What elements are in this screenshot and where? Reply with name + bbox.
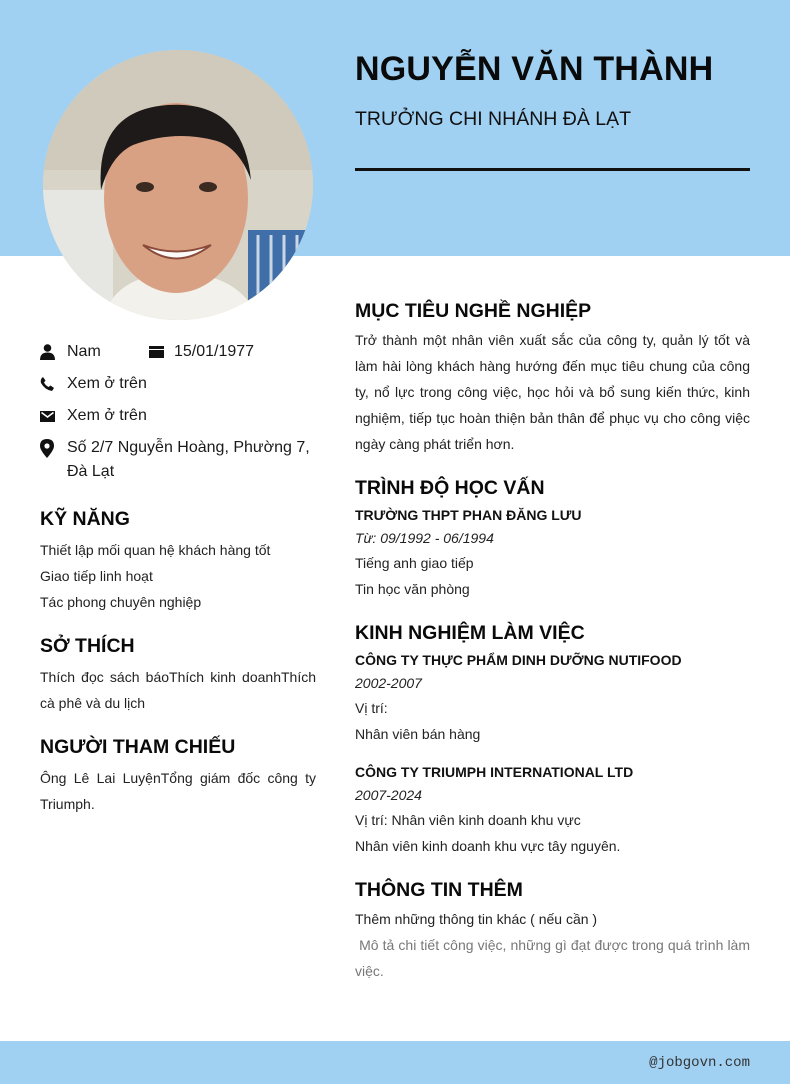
envelope-icon <box>40 404 67 428</box>
education-title: TRÌNH ĐỘ HỌC VẤN <box>355 477 545 499</box>
email-value: Xem ở trên <box>67 407 147 424</box>
hobbies-section <box>40 635 316 716</box>
additional-line: Thêm những thông tin khác ( nếu cần ) <box>355 911 598 927</box>
contact-gender-birthday <box>40 340 316 364</box>
job-period: 2007-2024 <box>355 787 422 803</box>
job-company: CÔNG TY THỰC PHẨM DINH DƯỠNG NUTIFOOD <box>355 652 682 668</box>
skill-item: Giao tiếp linh hoạt <box>40 568 153 584</box>
skills-section <box>40 508 316 615</box>
contact-address <box>40 436 316 484</box>
profile-photo-image <box>43 50 313 320</box>
address-value: Số 2/7 Nguyễn Hoàng, Phường 7, Đà Lạt <box>67 439 310 480</box>
experience-section <box>355 622 750 859</box>
profile-photo <box>43 50 313 320</box>
title-divider <box>355 168 750 171</box>
phone-icon <box>40 372 67 396</box>
objective-section <box>355 300 750 457</box>
map-pin-icon <box>40 436 67 460</box>
gender-value: Nam <box>67 343 101 360</box>
skill-item: Tác phong chuyên nghiệp <box>40 594 202 610</box>
objective-text: Trở thành một nhân viên xuất sắc của công ty, quản lý tốt và làm hài lòng khách hàng hướng đến mục tiêu chung của công ty, nổ lực trong công việc, học hỏi và bổ sung kiến thức, kinh nghiệm, tiếp tục hoàn thiện bản thân để phục vụ cho công việc ngày càng phát triển hơn. <box>355 332 750 452</box>
school-name: TRƯỜNG THPT PHAN ĐĂNG LƯU <box>355 507 582 523</box>
additional-section <box>355 879 754 984</box>
references-title: NGƯỜI THAM CHIẾU <box>40 736 236 758</box>
job-position: Vị trí: <box>355 700 388 716</box>
birthday-value: 15/01/1977 <box>174 343 255 360</box>
job-period: 2002-2007 <box>355 675 422 691</box>
person-icon <box>40 340 67 364</box>
experience-title: KINH NGHIỆM LÀM VIỆC <box>355 622 585 644</box>
right-column <box>355 300 754 1004</box>
education-section <box>355 477 750 602</box>
footer-watermark: @jobgovn.com <box>649 1055 750 1071</box>
skill-item: Thiết lập mối quan hệ khách hàng tốt <box>40 542 271 558</box>
candidate-name: NGUYỄN VĂN THÀNH <box>355 50 714 88</box>
job-description: Nhân viên bán hàng <box>355 726 481 742</box>
references-section <box>40 736 316 817</box>
education-line: Tin học văn phòng <box>355 581 470 597</box>
additional-placeholder: Mô tả chi tiết công việc, những gì đạt được trong quá trình làm việc. <box>355 937 754 979</box>
skills-title: KỸ NĂNG <box>40 508 130 530</box>
hobbies-text: Thích đọc sách báoThích kinh doanhThích cà phê và du lịch <box>40 669 316 711</box>
job-company: CÔNG TY TRIUMPH INTERNATIONAL LTD <box>355 764 634 780</box>
additional-title: THÔNG TIN THÊM <box>355 879 523 901</box>
calendar-icon <box>149 340 174 364</box>
phone-value: Xem ở trên <box>67 375 147 392</box>
job-entry <box>355 761 750 859</box>
job-position: Vị trí: Nhân viên kinh doanh khu vực <box>355 812 581 828</box>
objective-title: MỤC TIÊU NGHỀ NGHIỆP <box>355 300 592 322</box>
candidate-job-title: TRƯỞNG CHI NHÁNH ĐÀ LẠT <box>355 108 632 130</box>
hobbies-title: SỞ THÍCH <box>40 635 135 657</box>
contact-phone <box>40 372 316 396</box>
contact-email <box>40 404 316 428</box>
education-line: Tiếng anh giao tiếp <box>355 555 474 571</box>
job-description: Nhân viên kinh doanh khu vực tây nguyên. <box>355 838 621 854</box>
left-column <box>40 340 316 817</box>
references-text: Ông Lê Lai LuyệnTổng giám đốc công ty Triumph. <box>40 770 316 812</box>
education-period: Từ: 09/1992 - 06/1994 <box>355 530 494 546</box>
job-entry <box>355 649 750 747</box>
